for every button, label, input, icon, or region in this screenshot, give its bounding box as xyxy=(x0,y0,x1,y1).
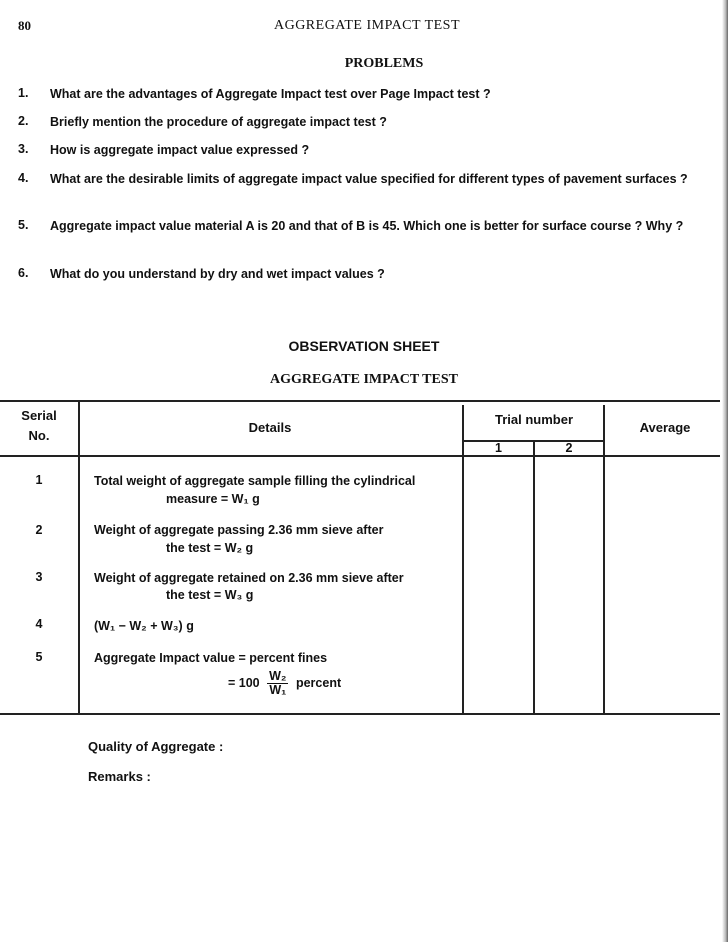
header-details: Details xyxy=(248,420,292,435)
observation-sheet-subtitle: AGGREGATE IMPACT TEST xyxy=(269,372,458,387)
table-top-rule xyxy=(0,400,720,402)
row-detail-line1: Weight of aggregate retained on 2.36 mm sieve after xyxy=(94,571,404,585)
problem-item xyxy=(18,171,718,205)
row-detail-line2: measure = W₁ g xyxy=(166,492,260,506)
table-bottom-rule xyxy=(0,713,720,715)
header-no: No. xyxy=(28,428,50,443)
problem-text: What are the desirable limits of aggregate impact value specified for different types of pavement surfaces ? xyxy=(50,172,688,186)
quality-of-aggregate-label: Quality of Aggregate : xyxy=(88,739,224,754)
running-title: AGGREGATE IMPACT TEST xyxy=(273,18,461,33)
book-spine-shadow xyxy=(722,0,728,942)
header-trial-1: 1 xyxy=(495,441,502,455)
row-serial: 4 xyxy=(35,617,43,631)
header-trial-number: Trial number xyxy=(494,412,574,427)
col-divider-average xyxy=(603,405,605,713)
row-detail-line1: (W₁ − W₂ + W₃) g xyxy=(94,619,194,633)
problem-number: 3. xyxy=(18,142,29,156)
formula-denominator: W₁ xyxy=(269,683,287,697)
formula-prefix: = 100 xyxy=(228,675,260,690)
problem-text: Aggregate impact value material A is 20 and that of B is 45. Which one is better for surface course ? Why ? xyxy=(50,219,684,233)
impact-value-formula xyxy=(228,670,458,697)
problems-title: PROBLEMS xyxy=(344,56,424,71)
problem-item xyxy=(18,86,718,104)
problem-item xyxy=(18,218,718,252)
header-trial-2: 2 xyxy=(565,441,573,455)
problem-number: 5. xyxy=(18,218,29,232)
row-serial: 3 xyxy=(35,570,43,584)
problem-text: What do you understand by dry and wet impact values ? xyxy=(50,267,385,281)
problem-text: Briefly mention the procedure of aggregate impact test ? xyxy=(50,115,387,129)
problem-number: 2. xyxy=(18,114,29,128)
problem-number: 4. xyxy=(18,171,29,185)
problem-text: How is aggregate impact value expressed ? xyxy=(50,143,310,157)
row-detail-line1: Aggregate Impact value = percent fines xyxy=(94,651,328,665)
problem-item xyxy=(18,142,718,160)
row-detail-line1: Total weight of aggregate sample filling the cylindrical xyxy=(94,474,416,488)
header-serial: Serial xyxy=(21,408,57,423)
row-detail-line2: the test = W₂ g xyxy=(166,541,254,555)
row-serial: 1 xyxy=(35,473,43,487)
formula-suffix: percent xyxy=(295,675,342,690)
remarks-label: Remarks : xyxy=(88,769,151,784)
problem-number: 1. xyxy=(18,86,29,100)
col-divider-trial xyxy=(533,440,535,713)
row-detail-line2: the test = W₃ g xyxy=(166,588,254,602)
problem-item xyxy=(18,266,718,284)
col-divider-serial xyxy=(78,400,80,713)
page-number: 80 xyxy=(18,18,31,33)
formula-fraction xyxy=(267,670,288,697)
header-average: Average xyxy=(639,420,691,435)
row-serial: 2 xyxy=(35,523,43,537)
problem-number: 6. xyxy=(18,266,29,280)
row-detail-line1: Weight of aggregate passing 2.36 mm sieve after xyxy=(94,523,384,537)
problem-text: What are the advantages of Aggregate Impact test over Page Impact test ? xyxy=(50,87,491,101)
table-header-rule xyxy=(0,455,720,457)
problem-item xyxy=(18,114,718,132)
formula-numerator: W₂ xyxy=(269,669,287,683)
observation-sheet-title: OBSERVATION SHEET xyxy=(288,338,440,354)
row-serial: 5 xyxy=(35,650,43,664)
